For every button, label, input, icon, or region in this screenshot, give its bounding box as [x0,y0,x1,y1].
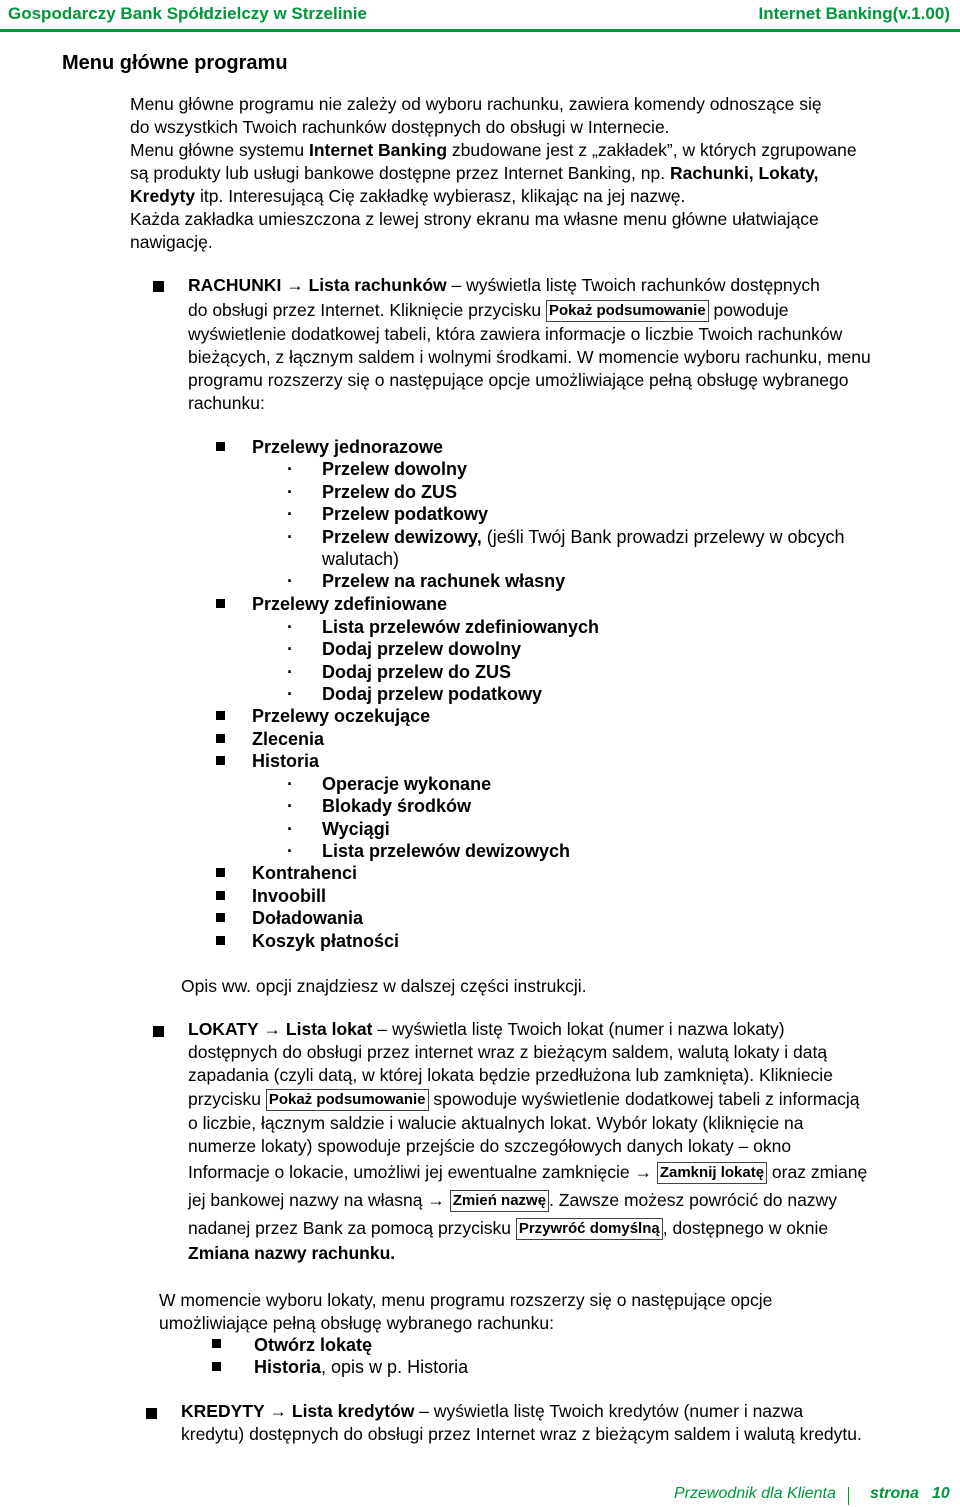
show-summary-button[interactable]: Pokaż podsumowanie [266,1089,429,1111]
show-summary-button[interactable]: Pokaż podsumowanie [546,300,709,322]
lokaty-menu-line: W momencie wyboru lokaty, menu programu rozszerzy się o następujące opcje [159,1290,773,1310]
submenu-item: Dodaj przelew podatkowy [322,684,543,704]
lokaty-menu-paragraph [159,1289,952,1335]
submenu-item: Lista przelewów dewizowych [322,841,571,861]
lokaty-line: jej bankowej nazwy na własną → Zmień nazwę . Zawsze możesz powrócić do nazwy [188,1190,837,1210]
page-title: Menu główne programu [62,52,288,74]
bullet-square [216,913,225,922]
bullet-square [212,1362,221,1371]
rachunki-line: do obsługi przez Internet. Kliknięcie przycisku Pokaż podsumowanie powoduje [188,300,789,320]
bullet-dot: · [287,639,293,659]
menu-item-zlecenia: Zlecenia [252,729,325,749]
rachunki-line: wyświetlenie dodatkowej tabeli, która zawiera informacje o liczbie Twoich rachunków [188,324,843,344]
menu-item-przelewy-oczekujace: Przelewy oczekujące [252,706,431,726]
menu-item-invoobill: Invoobill [252,886,326,906]
lokaty-menu-item: Otwórz lokatę [254,1335,373,1355]
submenu-item: Dodaj przelew do ZUS [322,662,512,682]
intro-line: Menu główne systemu Internet Banking zbudowane jest z „zakładek”, w których zgrupowane [130,140,857,160]
header-rule [0,29,960,32]
submenu-item: Przelew dowolny [322,459,468,479]
bullet-square [216,734,225,743]
submenu-item: Lista przelewów zdefiniowanych [322,617,600,637]
kredyty-line: kredytu) dostępnych do obsługi przez Internet wraz z bieżącym saldem i walutą kredytu. [181,1424,862,1444]
bullet-dot: · [287,571,293,591]
bullet-square [216,711,225,720]
rachunki-line: rachunku: [188,393,265,413]
bullet-dot: · [287,617,293,637]
submenu-item: Przelew dewizowy, (jeśli Twój Bank prowadzi przelewy w obcych [322,527,845,547]
lokaty-line: o liczbie, łącznym saldzie i walucie aktualnych lokat. Wybór lokaty (kliknięcie na [188,1113,804,1133]
rachunki-section [188,273,952,415]
rachunki-line: bieżących, z łącznym saldem i wolnymi środkami. W momencie wyboru rachunku, menu [188,347,871,367]
menu-item-historia: Historia [252,751,320,771]
intro-paragraph [130,93,952,254]
rachunki-line: RACHUNKI → Lista rachunków – wyświetla listę Twoich rachunków dostępnych [188,275,820,295]
submenu-item: Przelew do ZUS [322,482,458,502]
bullet-square [216,442,225,451]
bullet-square [216,868,225,877]
kredyty-line: KREDYTY → Lista kredytów – wyświetla listę Twoich kredytów (numer i nazwa [181,1401,804,1421]
kredyty-section [181,1400,952,1446]
bullet-dot: · [287,684,293,704]
submenu-item: Blokady środków [322,796,472,816]
bullet-square [146,1408,157,1419]
lokaty-line: LOKATY → Lista lokat – wyświetla listę Twoich lokat (numer i nazwa lokaty) [188,1019,785,1039]
bullet-square [153,281,164,292]
lokaty-line: nadanej przez Bank za pomocą przycisku Przywróć domyślną , dostępnego w oknie [188,1218,829,1238]
bullet-square [216,599,225,608]
bullet-square [212,1339,221,1348]
bullet-square [216,756,225,765]
lokaty-line: dostępnych do obsługi przez internet wraz z bieżącym saldem, walutą lokaty i datą [188,1042,828,1062]
restore-default-button[interactable]: Przywróć domyślną [516,1218,663,1240]
submenu-item: Przelew na rachunek własny [322,571,566,591]
menu-item-koszyk-platnosci: Koszyk płatności [252,931,400,951]
bullet-dot: · [287,796,293,816]
menu-item-doladowania: Doładowania [252,908,364,928]
bullet-square [216,936,225,945]
bullet-dot: · [287,482,293,502]
bullet-dot: · [287,459,293,479]
bullet-dot: · [287,819,293,839]
header-bank-name: Gospodarczy Bank Spółdzielczy w Strzelinie [8,4,367,23]
intro-line: są produkty lub usługi bankowe dostępne przez Internet Banking, np. Rachunki, Lokaty, [130,163,819,183]
rename-button[interactable]: Zmień nazwę [450,1190,549,1212]
menu-item-przelewy-jednorazowe: Przelewy jednorazowe [252,437,444,457]
lokaty-line: przycisku Pokaż podsumowanie spowoduje wyświetlenie dodatkowej tabeli z informacją [188,1089,860,1109]
intro-line: do wszystkich Twoich rachunków dostępnych do obsługi w Internecie. [130,117,670,137]
menu-item-kontrahenci: Kontrahenci [252,863,358,883]
lokaty-line: Informacje o lokacie, umożliwi jej ewentualne zamknięcie → Zamknij lokatę oraz zmianę [188,1162,868,1182]
lokaty-menu-line: umożliwiające pełną obsługę wybranego rachunku: [159,1313,554,1333]
intro-line: nawigację. [130,232,213,252]
menu-item-przelewy-zdefiniowane: Przelewy zdefiniowane [252,594,448,614]
header-product: Internet Banking(v.1.00) [758,4,950,23]
footer-page-label: strona [870,1485,919,1502]
intro-line: Kredyty itp. Interesującą Cię zakładkę wybierasz, klikając na jej nazwę. [130,186,686,206]
lokaty-line: zapadania (czyli datą, w której lokata będzie przedłużona lub zamknięta). Klikniecie [188,1065,833,1085]
intro-line: Każda zakładka umieszczona z lewej strony ekranu ma własne menu główne ułatwiające [130,209,819,229]
intro-line: Menu główne programu nie zależy od wyboru rachunku, zawiera komendy odnoszące się [130,94,822,114]
lokaty-line: Zmiana nazwy rachunku. [188,1243,396,1263]
bullet-dot: · [287,504,293,524]
submenu-item: Dodaj przelew dowolny [322,639,522,659]
footer-separator [848,1487,849,1505]
bullet-dot: · [287,774,293,794]
bullet-dot: · [287,841,293,861]
rachunki-line: programu rozszerzy się o następujące opcje umożliwiające pełną obsługę wybranego [188,370,849,390]
footer-guide: Przewodnik dla Klienta [674,1485,836,1502]
lokaty-line: numerze lokaty) spowoduje przejście do szczegółowych danych lokaty – okno [188,1136,792,1156]
bullet-dot: · [287,662,293,682]
close-deposit-button[interactable]: Zamknij lokatę [657,1162,767,1184]
submenu-item: Wyciągi [322,819,390,839]
bullet-square [153,1026,164,1037]
lokaty-section [188,1018,952,1265]
submenu-item: Operacje wykonane [322,774,492,794]
bullet-dot: · [287,527,293,547]
bullet-square [216,891,225,900]
submenu-item-cont: walutach) [322,549,400,569]
lokaty-menu-item: Historia, opis w p. Historia [254,1357,469,1377]
footer-page-number: 10 [932,1485,950,1502]
submenu-item: Przelew podatkowy [322,504,489,524]
opis-note: Opis ww. opcji znajdziesz w dalszej części instrukcji. [181,976,587,996]
